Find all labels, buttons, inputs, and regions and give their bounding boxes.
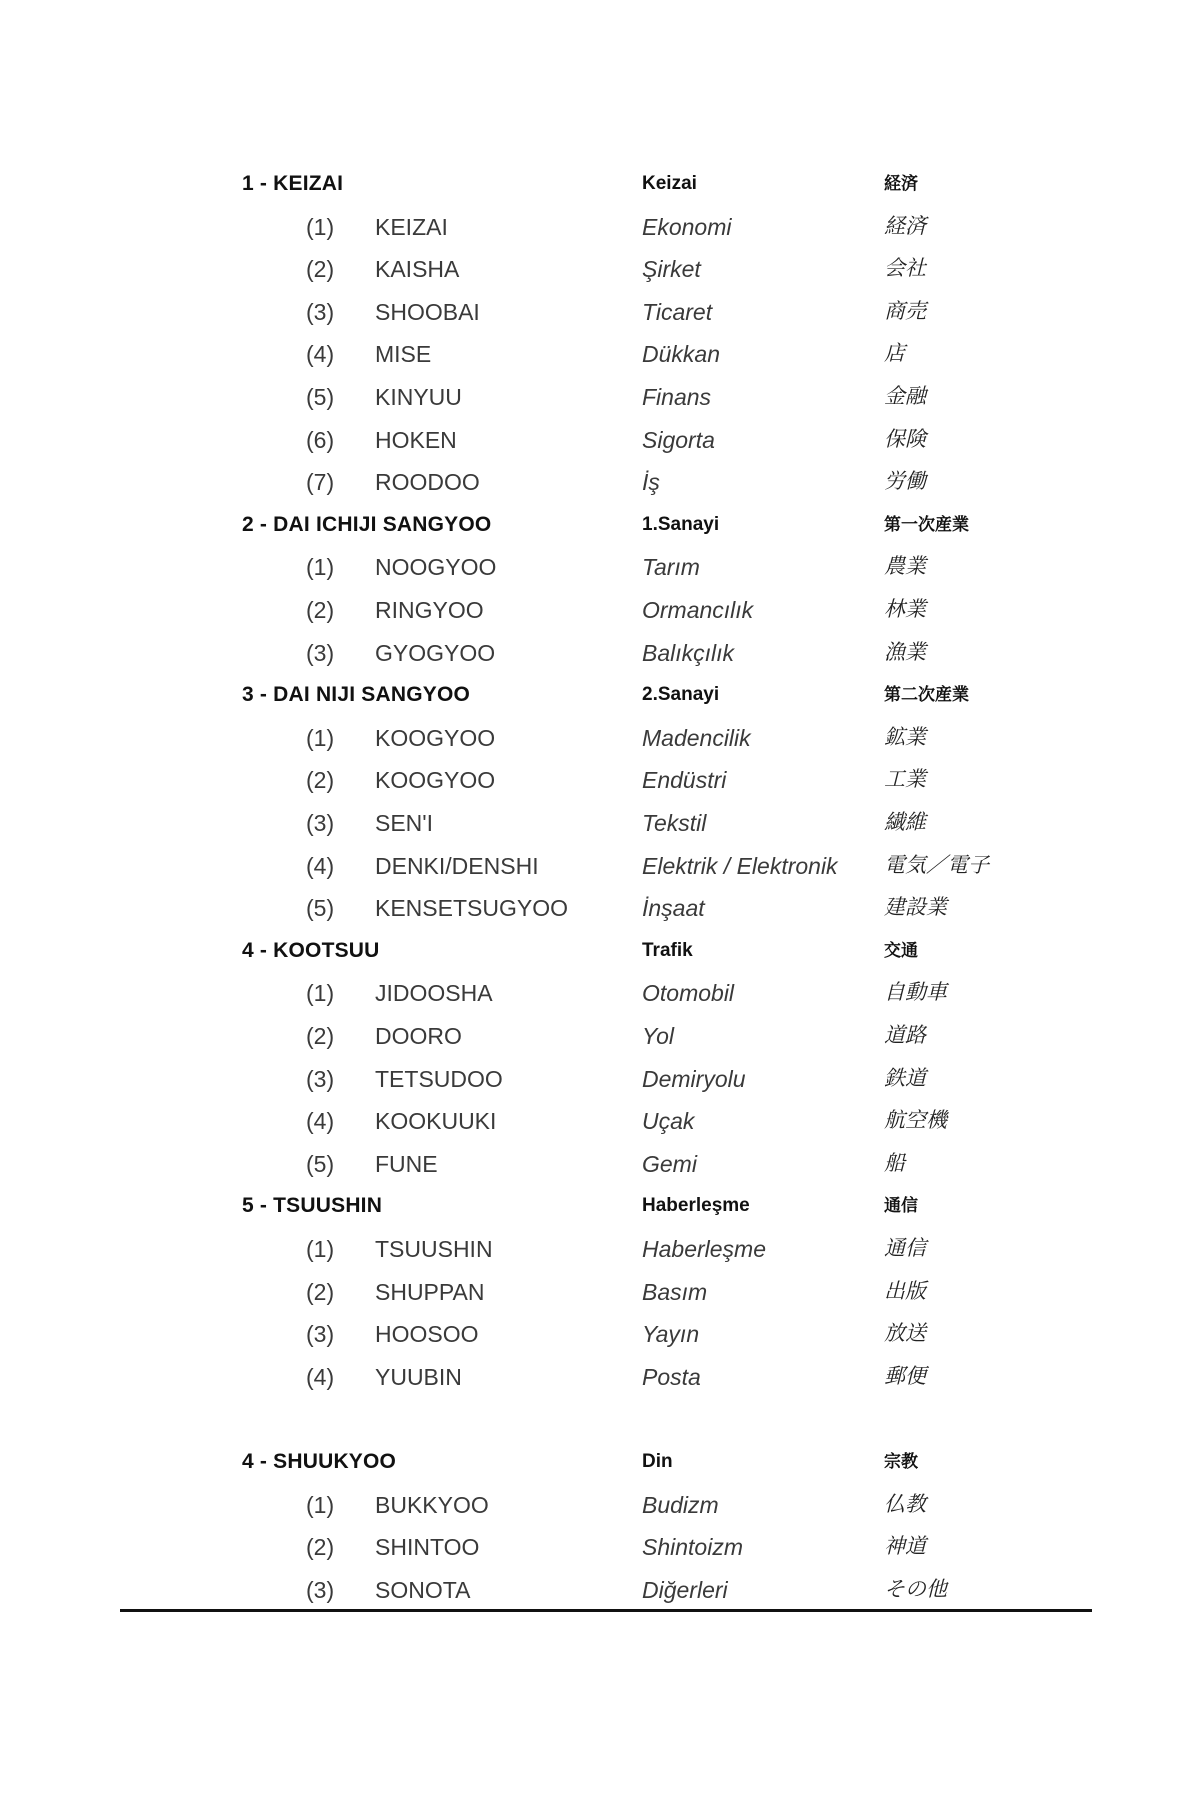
item-japanese: 金融 bbox=[884, 385, 926, 408]
item-japanese: 保険 bbox=[884, 427, 926, 451]
item-romaji: HOOSOO bbox=[375, 1321, 479, 1348]
item-number: (1) bbox=[306, 724, 335, 751]
section-turkish: 2.Sanayi bbox=[642, 684, 720, 706]
item-japanese: 林業 bbox=[884, 598, 926, 621]
item-turkish: Tekstil bbox=[642, 810, 707, 836]
item-romaji: SHUPPAN bbox=[375, 1278, 485, 1305]
item-number: (3) bbox=[306, 298, 335, 325]
item-romaji: BUKKYOO bbox=[375, 1491, 489, 1518]
item-romaji: DOORO bbox=[375, 1023, 462, 1049]
item-turkish: Ticaret bbox=[642, 298, 713, 325]
item-japanese: 道路 bbox=[884, 1024, 926, 1047]
section-header bbox=[0, 163, 1200, 205]
item-number: (2) bbox=[306, 256, 335, 283]
section-japanese: 第二次産業 bbox=[884, 685, 969, 705]
list-item bbox=[0, 802, 1200, 844]
item-romaji: KOOKUUKI bbox=[375, 1108, 497, 1135]
item-japanese: 放送 bbox=[884, 1322, 926, 1346]
item-number: (6) bbox=[306, 426, 335, 453]
item-number: (2) bbox=[306, 1534, 335, 1561]
item-turkish: Haberleşme bbox=[642, 1236, 766, 1262]
item-romaji: ROODOO bbox=[375, 469, 480, 496]
item-turkish: Sigorta bbox=[642, 426, 715, 453]
list-item bbox=[0, 632, 1200, 674]
item-japanese: 店 bbox=[884, 342, 905, 366]
section-title: 1 - KEIZAI bbox=[242, 172, 344, 195]
item-turkish: Şirket bbox=[642, 256, 701, 283]
list-item bbox=[0, 333, 1200, 375]
item-japanese: 仏教 bbox=[884, 1492, 926, 1516]
item-turkish: Endüstri bbox=[642, 767, 727, 794]
item-number: (5) bbox=[306, 384, 335, 410]
section-header bbox=[0, 674, 1200, 716]
item-romaji: DENKI/DENSHI bbox=[375, 852, 539, 879]
section-title: 5 - TSUUSHIN bbox=[242, 1194, 383, 1218]
list-item bbox=[0, 376, 1200, 418]
list-item bbox=[0, 1143, 1200, 1185]
item-number: (1) bbox=[306, 554, 335, 581]
section-title: 3 - DAI NIJI SANGYOO bbox=[242, 683, 471, 707]
list-item bbox=[0, 845, 1200, 887]
item-turkish: Gemi bbox=[642, 1150, 697, 1177]
item-turkish: Madencilik bbox=[642, 724, 751, 751]
item-number: (1) bbox=[306, 1491, 335, 1518]
item-romaji: TETSUDOO bbox=[375, 1065, 503, 1092]
list-item bbox=[0, 546, 1200, 588]
item-romaji: KAISHA bbox=[375, 256, 460, 283]
list-item bbox=[0, 972, 1200, 1014]
item-number: (1) bbox=[306, 1236, 335, 1262]
item-romaji: SHINTOO bbox=[375, 1534, 480, 1561]
item-romaji: FUNE bbox=[375, 1150, 438, 1177]
item-turkish: Budizm bbox=[642, 1491, 719, 1518]
item-number: (4) bbox=[306, 341, 335, 368]
item-number: (7) bbox=[306, 469, 335, 496]
item-turkish: Ekonomi bbox=[642, 213, 732, 240]
item-turkish: Ormancılık bbox=[642, 597, 754, 623]
item-number: (5) bbox=[306, 895, 335, 922]
item-japanese: 建設業 bbox=[884, 896, 947, 920]
item-japanese: 船 bbox=[884, 1151, 905, 1175]
item-japanese: 出版 bbox=[884, 1279, 926, 1303]
item-number: (3) bbox=[306, 1321, 335, 1348]
item-romaji: HOKEN bbox=[375, 426, 457, 453]
section-header bbox=[0, 504, 1200, 546]
list-item bbox=[0, 1526, 1200, 1568]
section-header bbox=[0, 1441, 1200, 1483]
item-romaji: NOOGYOO bbox=[375, 554, 497, 581]
item-turkish: Posta bbox=[642, 1363, 701, 1390]
item-turkish: İnşaat bbox=[642, 895, 705, 922]
item-turkish: İş bbox=[642, 469, 660, 496]
section-japanese: 宗教 bbox=[884, 1452, 918, 1471]
item-turkish: Shintoizm bbox=[642, 1534, 743, 1561]
section-header bbox=[0, 1185, 1200, 1227]
item-romaji: KOOGYOO bbox=[375, 767, 496, 794]
item-number: (4) bbox=[306, 1108, 335, 1135]
item-japanese: 農業 bbox=[884, 555, 926, 579]
item-romaji: SONOTA bbox=[375, 1576, 471, 1603]
item-number: (2) bbox=[306, 1278, 335, 1305]
item-turkish: Tarım bbox=[642, 554, 700, 581]
section-japanese: 交通 bbox=[884, 940, 918, 960]
section-turkish: Haberleşme bbox=[642, 1195, 750, 1217]
item-turkish: Finans bbox=[642, 384, 712, 410]
item-turkish: Balıkçılık bbox=[642, 639, 735, 666]
section-japanese: 通信 bbox=[884, 1196, 918, 1216]
list-item bbox=[0, 1484, 1200, 1526]
item-turkish: Uçak bbox=[642, 1108, 695, 1135]
item-turkish: Basım bbox=[642, 1278, 708, 1305]
list-item bbox=[0, 1100, 1200, 1142]
list-item bbox=[0, 759, 1200, 801]
item-romaji: KENSETSUGYOO bbox=[375, 895, 568, 922]
section-turkish: 1.Sanayi bbox=[642, 513, 720, 535]
item-number: (4) bbox=[306, 852, 335, 879]
item-japanese: 鉱業 bbox=[884, 725, 926, 749]
item-japanese: 漁業 bbox=[884, 640, 926, 664]
item-romaji: KOOGYOO bbox=[375, 724, 496, 751]
item-number: (4) bbox=[306, 1363, 335, 1390]
item-japanese: 工業 bbox=[884, 768, 926, 792]
list-item bbox=[0, 419, 1200, 461]
list-item bbox=[0, 1058, 1200, 1100]
item-number: (3) bbox=[306, 1065, 335, 1092]
item-number: (2) bbox=[306, 597, 335, 623]
item-japanese: 会社 bbox=[884, 257, 926, 281]
list-item bbox=[0, 291, 1200, 333]
item-turkish: Dükkan bbox=[642, 341, 720, 368]
item-number: (5) bbox=[306, 1150, 335, 1177]
list-item bbox=[0, 206, 1200, 248]
item-number: (1) bbox=[306, 980, 335, 1007]
list-item bbox=[0, 589, 1200, 631]
list-item bbox=[0, 1313, 1200, 1355]
item-number: (3) bbox=[306, 639, 335, 666]
item-turkish: Demiryolu bbox=[642, 1065, 746, 1092]
item-japanese: 労働 bbox=[884, 470, 926, 494]
item-romaji: RINGYOO bbox=[375, 597, 484, 623]
item-turkish: Yol bbox=[642, 1023, 674, 1049]
item-romaji: SEN'I bbox=[375, 810, 434, 836]
item-japanese: その他 bbox=[884, 1577, 947, 1601]
item-japanese: 経済 bbox=[884, 214, 926, 238]
list-item bbox=[0, 461, 1200, 503]
section-turkish: Trafik bbox=[642, 939, 693, 961]
item-turkish: Elektrik / Elektronik bbox=[642, 852, 838, 879]
list-item bbox=[0, 887, 1200, 929]
item-romaji: JIDOOSHA bbox=[375, 980, 493, 1007]
section-title: 2 - DAI ICHIJI SANGYOO bbox=[242, 512, 492, 536]
item-japanese: 自動車 bbox=[884, 981, 947, 1005]
item-romaji: GYOGYOO bbox=[375, 639, 496, 666]
item-japanese: 電気／電子 bbox=[884, 853, 989, 877]
item-romaji: TSUUSHIN bbox=[375, 1236, 493, 1262]
item-japanese: 通信 bbox=[884, 1237, 926, 1260]
list-item bbox=[0, 1015, 1200, 1057]
bottom-rule bbox=[120, 1609, 1092, 1612]
item-romaji: MISE bbox=[375, 341, 432, 368]
section-turkish: Din bbox=[642, 1451, 673, 1472]
list-item bbox=[0, 717, 1200, 759]
item-romaji: SHOOBAI bbox=[375, 298, 480, 325]
item-number: (3) bbox=[306, 1576, 335, 1603]
section-title: 4 - KOOTSUU bbox=[242, 938, 380, 962]
section-japanese: 第一次産業 bbox=[884, 514, 969, 534]
list-item bbox=[0, 1228, 1200, 1270]
item-romaji: YUUBIN bbox=[375, 1363, 462, 1390]
item-japanese: 郵便 bbox=[884, 1364, 926, 1388]
item-japanese: 神道 bbox=[884, 1535, 926, 1559]
list-item bbox=[0, 1271, 1200, 1313]
item-japanese: 鉄道 bbox=[884, 1066, 926, 1090]
item-turkish: Diğerleri bbox=[642, 1576, 728, 1603]
list-item bbox=[0, 1569, 1200, 1611]
item-number: (1) bbox=[306, 213, 335, 240]
list-item bbox=[0, 248, 1200, 290]
item-number: (2) bbox=[306, 1023, 335, 1049]
section-header bbox=[0, 930, 1200, 972]
item-number: (2) bbox=[306, 767, 335, 794]
item-japanese: 商売 bbox=[884, 299, 926, 323]
item-romaji: KEIZAI bbox=[375, 213, 448, 240]
item-number: (3) bbox=[306, 810, 335, 836]
item-romaji: KINYUU bbox=[375, 384, 462, 410]
section-japanese: 経済 bbox=[884, 174, 918, 193]
section-title: 4 - SHUUKYOO bbox=[242, 1450, 397, 1473]
item-japanese: 航空機 bbox=[884, 1109, 947, 1133]
item-japanese: 繊維 bbox=[884, 811, 926, 834]
section-turkish: Keizai bbox=[642, 173, 697, 194]
item-turkish: Yayın bbox=[642, 1321, 700, 1348]
item-turkish: Otomobil bbox=[642, 980, 735, 1007]
list-item bbox=[0, 1356, 1200, 1398]
